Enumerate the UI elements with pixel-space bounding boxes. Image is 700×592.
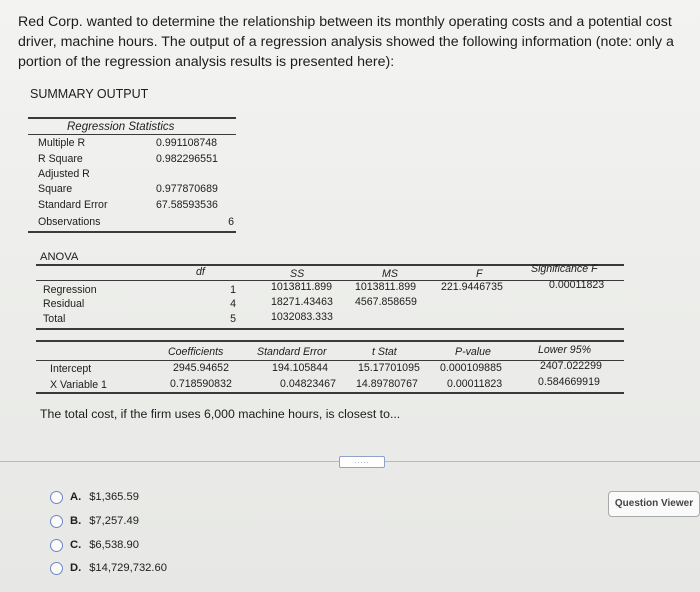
- question-intro: Red Corp. wanted to determine the relationship between its monthly operating costs and a potential cost driver, machine hours. The output of a regression analysis showed the following information (note: only a portion of the regression analysis results is presented here):: [18, 14, 674, 70]
- option-c[interactable]: [50, 536, 139, 554]
- anova-bottom-rule: [36, 328, 624, 330]
- coef-header-rule: [36, 360, 624, 361]
- option-b[interactable]: [50, 512, 139, 530]
- anova-residual-ms: 4567.858659: [355, 296, 417, 308]
- more-button[interactable]: .....: [339, 456, 385, 468]
- regression-statistics-title: Regression Statistics: [67, 121, 175, 133]
- coef-x-variable-1-p-value: 0.00011823: [447, 378, 503, 390]
- coef-header-lower-95: Lower 95%: [538, 344, 591, 356]
- option-text: $14,729,732.60: [89, 562, 167, 574]
- coef-x-variable-1-t-stat: 14.89780767: [356, 378, 418, 390]
- table-header-rule: [28, 134, 236, 135]
- option-letter: D.: [70, 562, 82, 574]
- stat-label-multiple-r: Multiple R: [38, 137, 86, 149]
- anova-regression-ss: 1013811.899: [271, 281, 333, 293]
- option-text: $7,257.49: [89, 515, 139, 527]
- option-d[interactable]: [50, 559, 167, 577]
- anova-header-ms: MS: [382, 268, 398, 280]
- coef-intercept-t-stat: 15.17701095: [358, 362, 420, 374]
- coef-intercept-lower-95: 2407.022299: [540, 360, 602, 372]
- coef-intercept-standard-error: 194.105844: [272, 362, 328, 374]
- radio-circle-icon[interactable]: [50, 562, 63, 575]
- stat-label-standard-error: Standard Error: [38, 199, 108, 211]
- radio-circle-icon[interactable]: [50, 539, 63, 552]
- coef-row-label-intercept: Intercept: [50, 363, 92, 375]
- summary-title: SUMMARY OUTPUT: [30, 87, 149, 101]
- coef-header-p-value: P-value: [455, 346, 491, 358]
- coef-intercept-p-value: 0.000109885: [440, 362, 502, 374]
- stat-label-square: Square: [38, 183, 73, 195]
- stat-value-r-square: 0.982296551: [156, 153, 218, 165]
- anova-header-df: df: [196, 266, 205, 278]
- coef-x-variable-1-value: 0.718590832: [170, 378, 232, 390]
- anova-row-label-residual: Residual: [43, 298, 85, 310]
- option-a[interactable]: [50, 488, 139, 506]
- anova-header-significance-f: Significance F: [531, 263, 598, 275]
- coef-x-variable-1-lower-95: 0.584669919: [538, 376, 600, 388]
- question-text: The total cost, if the firm uses 6,000 machine hours, is closest to...: [40, 407, 401, 421]
- coef-intercept-value: 2945.94652: [173, 362, 229, 374]
- stat-value-multiple-r: 0.991108748: [156, 137, 218, 149]
- stat-label-adjusted-r: Adjusted R: [38, 168, 90, 180]
- anova-row-label-regression: Regression: [43, 284, 97, 296]
- anova-residual-df: 4: [230, 298, 236, 310]
- stat-label-r-square: R Square: [38, 153, 83, 165]
- anova-header-f: F: [476, 268, 483, 280]
- option-text: $6,538.90: [89, 539, 139, 551]
- option-letter: A.: [70, 491, 82, 503]
- anova-residual-ss: 18271.43463: [271, 296, 333, 308]
- coef-x-variable-1-standard-error: 0.04823467: [280, 378, 336, 390]
- coef-header-standard-error: Standard Error: [257, 346, 327, 358]
- stat-value-adjusted-r-square: 0.977870689: [156, 183, 218, 195]
- stat-label-observations: Observations: [38, 216, 101, 228]
- anova-regression-ms: 1013811.899: [355, 281, 417, 293]
- anova-regression-f: 221.9446735: [441, 281, 503, 293]
- radio-circle-icon[interactable]: [50, 491, 63, 504]
- coef-bottom-rule: [36, 392, 624, 394]
- stat-value-observations: 6: [228, 216, 234, 228]
- anova-total-df: 5: [230, 313, 236, 325]
- table-top-rule: [28, 117, 236, 119]
- stat-value-standard-error: 67.58593536: [156, 199, 218, 211]
- table-bottom-rule: [28, 231, 236, 233]
- option-letter: C.: [70, 539, 82, 551]
- anova-title: ANOVA: [40, 251, 79, 263]
- anova-regression-significance-f: 0.00011823: [549, 279, 605, 291]
- coef-header-t-stat: t Stat: [372, 346, 397, 358]
- anova-header-ss: SS: [290, 268, 305, 280]
- radio-circle-icon[interactable]: [50, 515, 63, 528]
- option-text: $1,365.59: [89, 491, 139, 503]
- coef-header-coefficients: Coefficients: [168, 346, 224, 358]
- option-letter: B.: [70, 515, 82, 527]
- coef-row-label-x-variable-1: X Variable 1: [50, 379, 107, 391]
- question-viewer-button[interactable]: Question Viewer: [608, 491, 700, 517]
- anova-row-label-total: Total: [43, 313, 66, 325]
- anova-total-ss: 1032083.333: [271, 311, 333, 323]
- anova-regression-df: 1: [230, 284, 236, 296]
- coef-top-rule: [36, 340, 624, 342]
